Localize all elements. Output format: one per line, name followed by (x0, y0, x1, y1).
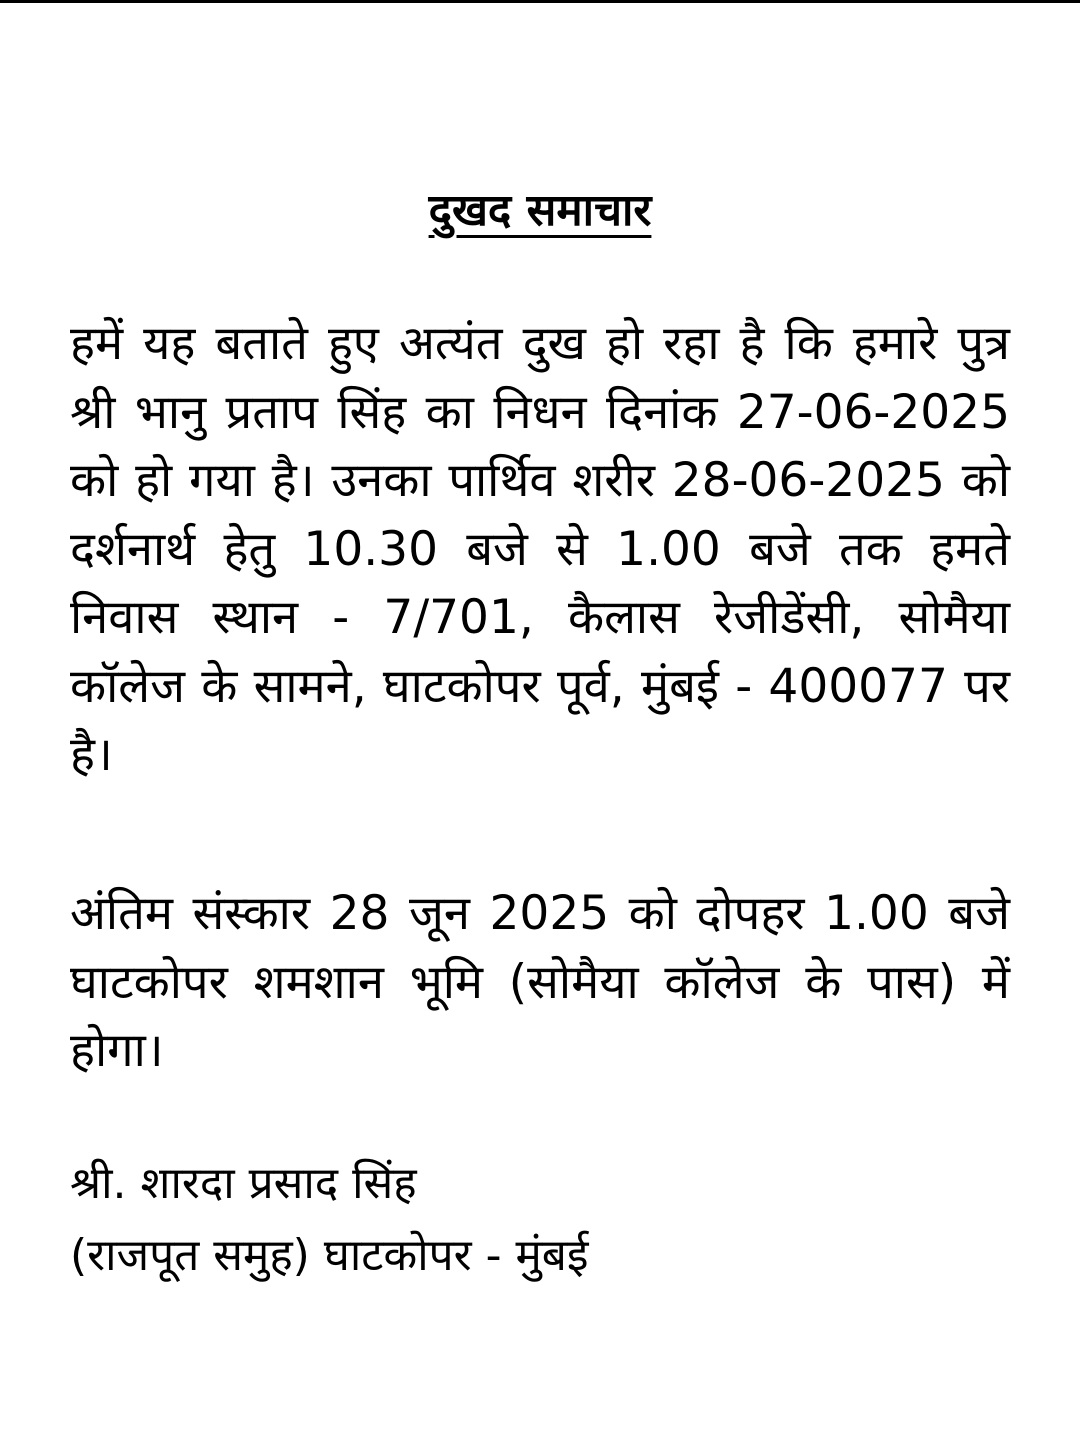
notice-title-text: दुखद समाचार (428, 185, 652, 236)
notice-paragraph-funeral-details: अंतिम संस्कार 28 जून 2025 को दोपहर 1.00 बजे घाटकोपर शमशान भूमि (सोमैया कॉलेज के पास) में होगा। (70, 886, 1010, 1078)
notice-paragraph-death-announcement: हमें यह बताते हुए अत्यंत दुख हो रहा है कि हमारे पुत्र श्री भानु प्रताप सिंह का निधन दिनांक 27-06-2025 को हो गया है। उनका पार्थिव शरीर 28-06-2025 को दर्शनार्थ हेतु 10.30 बजे से 1.00 बजे तक हमते निवास स्थान - 7/701, कैलास रेजीडेंसी, सोमैया कॉलेज के सामने, घाटकोपर पूर्व, मुंबई - 400077 पर है। (70, 316, 1010, 782)
signature-name: श्री. शारदा प्रसाद सिंह (70, 1158, 417, 1209)
signature-affiliation: (राजपूत समुह) घाटकोपर - मुंबई (70, 1230, 589, 1281)
notice-title (0, 176, 1080, 246)
top-border-line (0, 0, 1080, 3)
